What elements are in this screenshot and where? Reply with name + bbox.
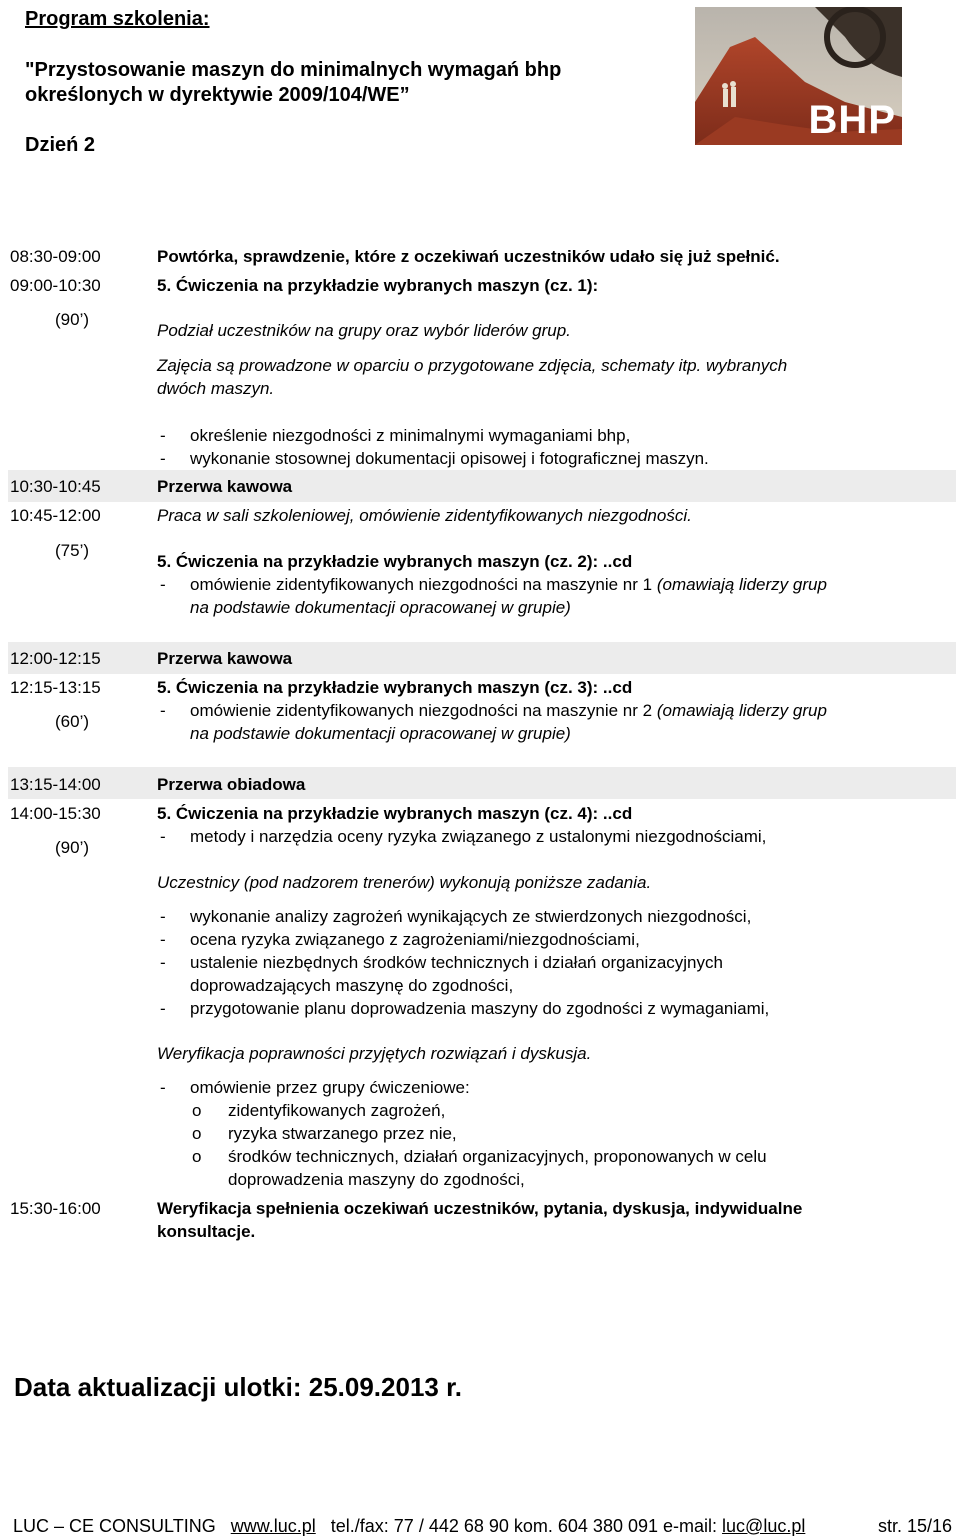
sub-bullet-item: ryzyka stwarzanego przez nie, <box>228 1124 457 1143</box>
task-item: wykonanie analizy zagrożeń wynikających ze stwierdzonych niezgodności, <box>190 907 752 926</box>
bullet-item <box>190 575 827 595</box>
bullet-dash: - <box>160 1078 166 1097</box>
sub-bullet-item-continued: doprowadzenia maszyny do zgodności, <box>228 1170 525 1189</box>
break-bar <box>8 642 956 674</box>
break-label: Przerwa kawowa <box>157 649 293 668</box>
footer-email-link[interactable]: luc@luc.pl <box>722 1516 806 1536</box>
sub-bullet-item: środków technicznych, działań organizacyjnych, proponowanych w celu <box>228 1147 767 1166</box>
break-label: Przerwa kawowa <box>157 477 293 496</box>
bullet-note: (omawiają liderzy grup <box>656 701 827 720</box>
bullet-item: określenie niezgodności z minimalnymi wymaganiami bhp, <box>190 426 631 445</box>
day-label: Dzień 2 <box>25 134 96 156</box>
bullet-text: omówienie zidentyfikowanych niezgodności na maszynie nr 1 <box>190 575 653 594</box>
break-bar <box>8 470 956 502</box>
bullet-dash: - <box>160 907 166 926</box>
task-item-continued: doprowadzających maszynę do zgodności, <box>190 976 514 995</box>
update-date: Data aktualizacji ulotki: 25.09.2013 r. <box>14 1372 463 1402</box>
bullet-text: omówienie zidentyfikowanych niezgodności na maszynie nr 2 <box>190 701 653 720</box>
page-number: str. 15/16 <box>878 1516 953 1536</box>
session-text: Powtórka, sprawdzenie, które z oczekiwań uczestników udało się już spełnić. <box>157 247 780 266</box>
bullet-dash: - <box>160 999 166 1018</box>
program-label: Program szkolenia: <box>25 8 210 30</box>
session-paragraph: Podział uczestników na grupy oraz wybór liderów grup. <box>157 321 571 340</box>
time-slot: 12:15-13:15 <box>10 678 101 697</box>
footer-contact: tel./fax: 77 / 442 68 90 kom. 604 380 091 e-mail: <box>330 1516 718 1536</box>
time-slot: 13:15-14:00 <box>10 775 101 794</box>
bullet-item: omówienie przez grupy ćwiczeniowe: <box>190 1078 470 1097</box>
time-slot: 10:30-10:45 <box>10 477 101 496</box>
session-paragraph: Uczestnicy (pod nadzorem trenerów) wykonują poniższe zadania. <box>157 873 652 892</box>
bullet-dash: - <box>160 426 166 445</box>
footer <box>13 1516 805 1537</box>
bullet-dash: - <box>160 701 166 720</box>
bhp-logo <box>695 7 902 145</box>
session-text: konsultacje. <box>157 1222 256 1241</box>
time-slot: 14:00-15:30 <box>10 804 101 823</box>
duration: (90’) <box>55 838 90 857</box>
time-slot: 10:45-12:00 <box>10 506 101 525</box>
session-paragraph: Zajęcia są prowadzone w oparciu o przygotowane zdjęcia, schematy itp. wybranych <box>157 356 788 375</box>
logo-text: BHP <box>808 98 896 142</box>
task-item: przygotowanie planu doprowadzenia maszyny do zgodności z wymaganiami, <box>190 999 770 1018</box>
lunch-bar <box>8 767 956 799</box>
title-line-1: "Przystosowanie maszyn do minimalnych wymagań bhp <box>25 59 562 81</box>
session-heading: 5. Ćwiczenia na przykładzie wybranych maszyn (cz. 1): <box>157 276 599 295</box>
bullet-dash: - <box>160 449 166 468</box>
session-paragraph: dwóch maszyn. <box>157 379 275 398</box>
session-heading: 5. Ćwiczenia na przykładzie wybranych maszyn (cz. 4): ..cd <box>157 804 633 823</box>
task-item: ustalenie niezbędnych środków technicznych i działań organizacyjnych <box>190 953 723 972</box>
session-heading: 5. Ćwiczenia na przykładzie wybranych maszyn (cz. 2): ..cd <box>157 552 633 571</box>
task-item: ocena ryzyka związanego z zagrożeniami/niezgodnościami, <box>190 930 640 949</box>
session-paragraph: Weryfikacja poprawności przyjętych rozwiązań i dyskusja. <box>157 1044 592 1063</box>
time-slot: 12:00-12:15 <box>10 649 101 668</box>
duration: (90’) <box>55 310 90 329</box>
bullet-item: wykonanie stosownej dokumentacji opisowej i fotograficznej maszyn. <box>190 449 709 468</box>
session-heading: 5. Ćwiczenia na przykładzie wybranych maszyn (cz. 3): ..cd <box>157 678 633 697</box>
bullet-item: metody i narzędzia oceny ryzyka związanego z ustalonymi niezgodnościami, <box>190 827 767 846</box>
session-text: Weryfikacja spełnienia oczekiwań uczestników, pytania, dyskusja, indywidualne <box>157 1199 803 1218</box>
footer-company: LUC – CE CONSULTING <box>13 1516 216 1536</box>
duration: (75’) <box>55 541 90 560</box>
session-paragraph: Praca w sali szkoleniowej, omówienie zidentyfikowanych niezgodności. <box>157 506 692 525</box>
bullet-note: (omawiają liderzy grup <box>656 575 827 594</box>
bullet-item <box>190 701 827 721</box>
time-slot: 08:30-09:00 <box>10 247 101 266</box>
bullet-dash: - <box>160 953 166 972</box>
bullet-note: na podstawie dokumentacji opracowanej w grupie) <box>190 598 571 617</box>
time-slot: 15:30-16:00 <box>10 1199 101 1218</box>
bullet-dash: - <box>160 827 166 846</box>
sub-bullet-marker: o <box>192 1101 202 1120</box>
bullet-dash: - <box>160 930 166 949</box>
break-label: Przerwa obiadowa <box>157 775 306 794</box>
sub-bullet-item: zidentyfikowanych zagrożeń, <box>228 1101 446 1120</box>
bullet-dash: - <box>160 575 166 594</box>
duration: (60’) <box>55 712 90 731</box>
title-line-2: określonych w dyrektywie 2009/104/WE” <box>25 84 410 106</box>
sub-bullet-marker: o <box>192 1147 202 1166</box>
sub-bullet-marker: o <box>192 1124 202 1143</box>
time-slot: 09:00-10:30 <box>10 276 101 295</box>
footer-website-link[interactable]: www.luc.pl <box>230 1516 316 1536</box>
bullet-note: na podstawie dokumentacji opracowanej w grupie) <box>190 724 571 743</box>
